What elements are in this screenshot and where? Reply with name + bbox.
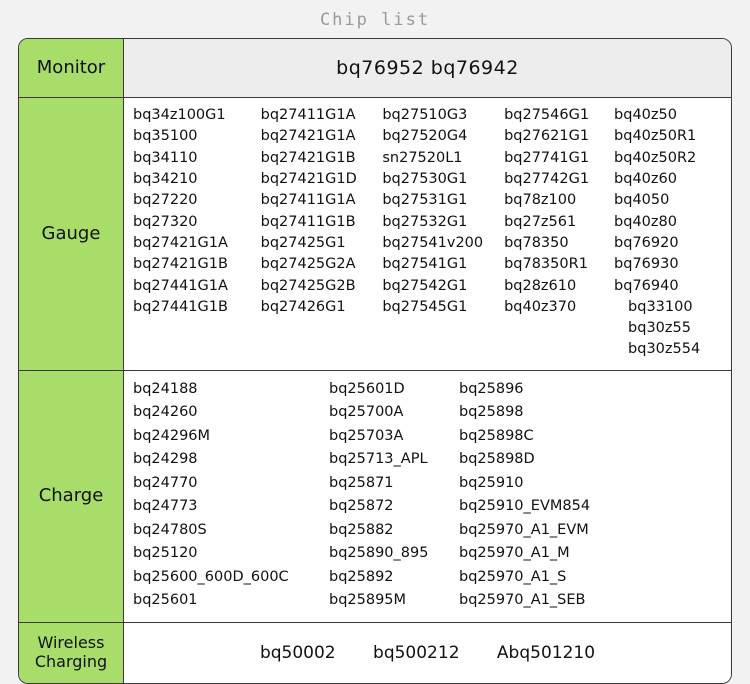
- list-item: bq27220: [133, 192, 198, 209]
- list-item: bq24780S: [133, 521, 207, 538]
- list-item: bq25892: [329, 568, 394, 585]
- list-item: bq40z50R1: [614, 128, 697, 145]
- table-row-monitor: [19, 39, 731, 98]
- category-label-monitor: Monitor: [19, 39, 124, 98]
- list-item: bq25898: [459, 404, 524, 421]
- list-item: bq78350: [504, 234, 569, 251]
- wireless-label-line1: Wireless: [37, 633, 105, 653]
- charge-chips: [124, 370, 732, 622]
- list-item: bq24770: [133, 474, 198, 491]
- list-item: bq24260: [133, 404, 198, 421]
- list-item: bq76940: [614, 277, 679, 294]
- list-item: bq78z100: [504, 192, 577, 209]
- gauge-chips: [124, 98, 732, 371]
- list-item: bq27520G4: [382, 128, 468, 145]
- gauge-column-2: [261, 105, 383, 361]
- gauge-column-3: [382, 105, 504, 361]
- list-item: bq33100: [628, 298, 693, 315]
- list-item: bq27426G1: [260, 298, 346, 315]
- charge-column-3: [459, 378, 659, 613]
- list-item: bq25882: [329, 521, 394, 538]
- list-item: bq27421G1B: [260, 149, 356, 166]
- table-row-wireless-charging: [19, 622, 731, 683]
- list-item: bq27421G1D: [260, 170, 357, 187]
- list-item: bq25890_895: [329, 545, 429, 562]
- list-item: bq27425G1: [260, 234, 346, 251]
- list-item: bq27425G2A: [260, 256, 356, 273]
- list-item: bq24298: [133, 451, 198, 468]
- list-item: bq30z554: [628, 341, 701, 358]
- list-item: bq25910: [459, 474, 524, 491]
- list-item: bq27545G1: [382, 298, 468, 315]
- gauge-column-1: [133, 105, 261, 361]
- list-item: bq25703A: [329, 427, 404, 444]
- list-item: bq27411G1A: [260, 107, 356, 123]
- list-item: bq27741G1: [504, 149, 590, 166]
- monitor-chips: bq76952 bq76942: [124, 39, 732, 98]
- list-item: bq25970_A1_SEB: [459, 592, 586, 609]
- list-item: bq30z55: [628, 320, 691, 337]
- list-item: bq27441G1A: [133, 277, 228, 294]
- list-item: bq27421G1A: [260, 128, 356, 145]
- list-item: bq27541G1: [382, 256, 468, 273]
- list-item: bq27621G1: [504, 128, 590, 145]
- list-item: bq27742G1: [504, 170, 590, 187]
- list-item: bq76930: [614, 256, 679, 273]
- list-item: bq28z610: [504, 277, 577, 294]
- list-item: bq27531G1: [382, 192, 468, 209]
- list-item: bq24296M: [133, 427, 211, 444]
- list-item: bq27z561: [504, 213, 577, 230]
- list-item: bq27411G1A: [260, 192, 356, 209]
- list-item: bq40z80: [614, 213, 677, 230]
- list-item: bq27421G1A: [133, 234, 228, 251]
- category-label-gauge: Gauge: [19, 98, 124, 371]
- category-label-charge: Charge: [19, 370, 124, 622]
- page-title: Chip list: [319, 10, 431, 30]
- charge-column-1: [133, 378, 329, 613]
- list-item: bq25910_EVM854: [459, 498, 591, 515]
- list-item: bq78350R1: [504, 256, 588, 273]
- list-item: bq25601: [133, 592, 198, 609]
- list-item: bq25895M: [329, 592, 407, 609]
- list-item: bq25898C: [459, 427, 534, 444]
- list-item: bq25700A: [329, 404, 404, 421]
- list-item: bq27421G1B: [133, 256, 228, 273]
- list-item: bq25898D: [459, 451, 535, 468]
- table-row-gauge: [19, 98, 731, 371]
- wireless-label-line2: Charging: [34, 651, 108, 671]
- list-item: bq34z100G1: [133, 107, 226, 123]
- list-item: bq34210: [133, 170, 198, 187]
- list-item: bq27320: [133, 213, 198, 230]
- list-item: bq500212: [373, 642, 460, 663]
- charge-column-2: [329, 378, 459, 613]
- table-row-charge: [19, 370, 731, 622]
- list-item: bq25713_APL: [329, 451, 428, 468]
- list-item: bq25896: [459, 380, 524, 397]
- list-item: bq50002: [259, 642, 336, 663]
- list-item: bq76920: [614, 234, 679, 251]
- list-item: bq25871: [329, 474, 394, 491]
- list-item: bq27530G1: [382, 170, 468, 187]
- list-item: bq25120: [133, 545, 198, 562]
- list-item: Abq501210: [496, 642, 596, 663]
- list-item: bq34110: [133, 149, 198, 166]
- list-item: bq25970_A1_M: [459, 545, 570, 562]
- list-item: bq24773: [133, 498, 198, 515]
- list-item: bq35100: [133, 128, 198, 145]
- gauge-column-5: [614, 105, 722, 361]
- list-item: sn27520L1: [382, 149, 463, 166]
- list-item: bq27541v200: [382, 234, 484, 251]
- list-item: bq40z60: [614, 170, 677, 187]
- list-item: bq25970_A1_EVM: [459, 521, 589, 538]
- list-item: bq40z50R2: [614, 149, 697, 166]
- list-item: bq4050: [614, 192, 670, 209]
- list-item: bq27441G1B: [133, 298, 228, 315]
- list-item: bq27510G3: [382, 107, 468, 123]
- list-item: bq27411G1B: [260, 213, 356, 230]
- list-item: bq25872: [329, 498, 394, 515]
- list-item: bq27542G1: [382, 277, 468, 294]
- list-item: bq24188: [133, 380, 198, 397]
- list-item: bq40z50: [614, 107, 677, 123]
- list-item: bq25970_A1_S: [459, 568, 567, 585]
- list-item: bq40z370: [504, 298, 577, 315]
- list-item: bq27532G1: [382, 213, 468, 230]
- list-item: bq27546G1: [504, 107, 590, 123]
- list-item: bq27425G2B: [260, 277, 356, 294]
- list-item: bq25601D: [329, 380, 405, 397]
- list-item: bq25600_600D_600C: [133, 568, 289, 585]
- category-label-wireless-charging: [19, 622, 124, 683]
- chip-list-table: [18, 38, 732, 684]
- wireless-charging-chips: [124, 622, 732, 683]
- gauge-column-4: [504, 105, 614, 361]
